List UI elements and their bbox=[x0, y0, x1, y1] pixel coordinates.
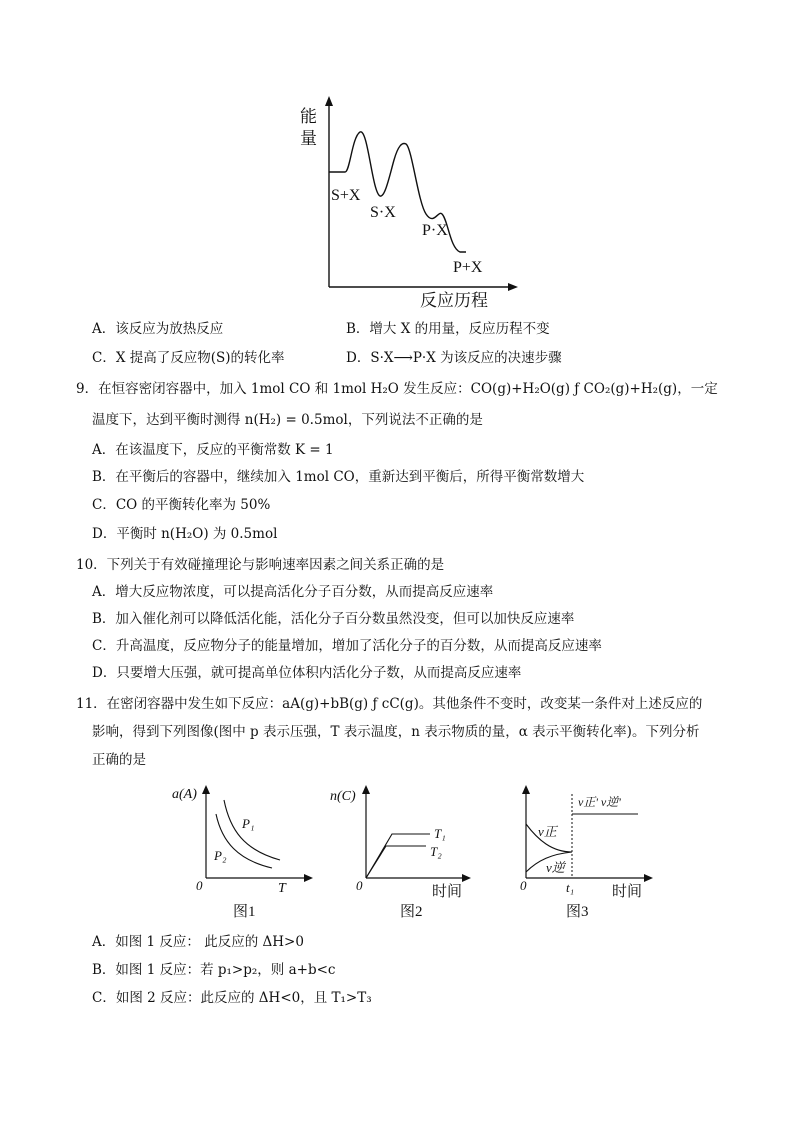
fig1-curve-p1-label: P₁ bbox=[242, 816, 255, 831]
q9-option-a: A．在该温度下，反应的平衡常数 K = 1 bbox=[92, 442, 334, 458]
fig2-origin-label: 0 bbox=[356, 878, 363, 893]
fig1-origin-label: 0 bbox=[196, 878, 203, 893]
figure-1-conversion-vs-temperature bbox=[168, 780, 318, 922]
state-label-p-x: P+X bbox=[453, 259, 483, 276]
state-label-s-x: S+X bbox=[331, 187, 361, 204]
state-label-px-complex: P·X bbox=[422, 222, 448, 239]
q9-stem-line1: 9．在恒容密闭容器中，加入 1mol CO 和 1mol H₂O 发生反应：CO(g)+H₂O(g) ƒ CO₂(g)+H₂(g)，一定 bbox=[76, 381, 718, 397]
figure-3-rate-vs-time bbox=[508, 780, 658, 922]
fig3-reverse-rate-label: v逆 bbox=[546, 860, 565, 875]
fig3-x-axis-label: 时间 bbox=[612, 884, 643, 900]
q10-option-b: B．加入催化剂可以降低活化能，活化分子百分数虽然没变，但可以加快反应速率 bbox=[92, 611, 575, 627]
q10-option-d: D．只要增大压强，就可提高单位体积内活化分子数，从而提高反应速率 bbox=[92, 665, 522, 681]
q8-option-b: B．增大 X 的用量，反应历程不变 bbox=[346, 321, 550, 337]
q8-option-d: D．S·X⟶P·X 为该反应的决速步骤 bbox=[346, 350, 562, 366]
energy-axis-label-1: 能 bbox=[300, 107, 317, 126]
fig2-x-axis-label: 时间 bbox=[432, 884, 463, 900]
q9-option-d: D．平衡时 n(H₂O) 为 0.5mol bbox=[92, 526, 278, 542]
q8-option-a: A．该反应为放热反应 bbox=[92, 321, 224, 337]
q11-option-a: A．如图 1 反应： 此反应的 ΔH>0 bbox=[92, 934, 304, 950]
fig2-caption: 图2 bbox=[400, 904, 423, 920]
q11-stem-line3: 正确的是 bbox=[92, 752, 146, 768]
fig2-line-t2-label: T₂ bbox=[430, 844, 442, 859]
fig1-x-axis-label: T bbox=[278, 881, 286, 896]
q11-stem-line1: 11．在密闭容器中发生如下反应：aA(g)+bB(g) ƒ cC(g)。其他条件不变时，改变某一条件对上述反应的 bbox=[76, 696, 703, 712]
fig2-y-axis-label: n(C) bbox=[330, 789, 356, 804]
state-label-sx-complex: S·X bbox=[370, 204, 396, 221]
fig3-t1-label: t₁ bbox=[566, 880, 575, 895]
figure-2-amount-vs-time bbox=[326, 780, 476, 922]
fig3-origin-label: 0 bbox=[520, 878, 527, 893]
q9-stem-line2: 温度下，达到平衡时测得 n(H₂) = 0.5mol，下列说法不正确的是 bbox=[92, 412, 483, 428]
q9-option-b: B．在平衡后的容器中，继续加入 1mol CO，重新达到平衡后，所得平衡常数增大 bbox=[92, 469, 585, 485]
q10-option-a: A．增大反应物浓度，可以提高活化分子百分数，从而提高反应速率 bbox=[92, 584, 494, 600]
fig2-line-t1-label: T₁ bbox=[434, 826, 446, 841]
q11-stem-line2: 影响，得到下列图像(图中 p 表示压强，T 表示温度，n 表示物质的量，α 表示平衡转化率)。下列分析 bbox=[92, 724, 700, 740]
fig1-y-axis-label: a(A) bbox=[172, 787, 197, 802]
fig1-curve-p2-label: P₂ bbox=[214, 848, 227, 863]
fig3-after-rates-label: v正' v逆' bbox=[578, 795, 621, 809]
q10-option-c: C．升高温度，反应物分子的能量增加，增加了活化分子的百分数，从而提高反应速率 bbox=[92, 638, 602, 654]
fig3-caption: 图3 bbox=[566, 904, 589, 920]
q8-option-c: C．X 提高了反应物(S)的转化率 bbox=[92, 350, 285, 366]
fig3-forward-rate-label: v正 bbox=[538, 824, 557, 839]
q9-option-c: C．CO 的平衡转化率为 50% bbox=[92, 497, 271, 513]
energy-profile-diagram bbox=[290, 92, 520, 312]
q10-stem: 10．下列关于有效碰撞理论与影响速率因素之间关系正确的是 bbox=[76, 557, 445, 573]
reaction-path-axis-label: 反应历程 bbox=[420, 291, 488, 310]
q11-option-c: C．如图 2 反应：此反应的 ΔH<0，且 T₁>T₃ bbox=[92, 990, 372, 1006]
q11-option-b: B．如图 1 反应：若 p₁>p₂，则 a+b<c bbox=[92, 962, 336, 978]
energy-axis-label-2: 量 bbox=[300, 129, 317, 148]
fig1-caption: 图1 bbox=[233, 904, 256, 920]
